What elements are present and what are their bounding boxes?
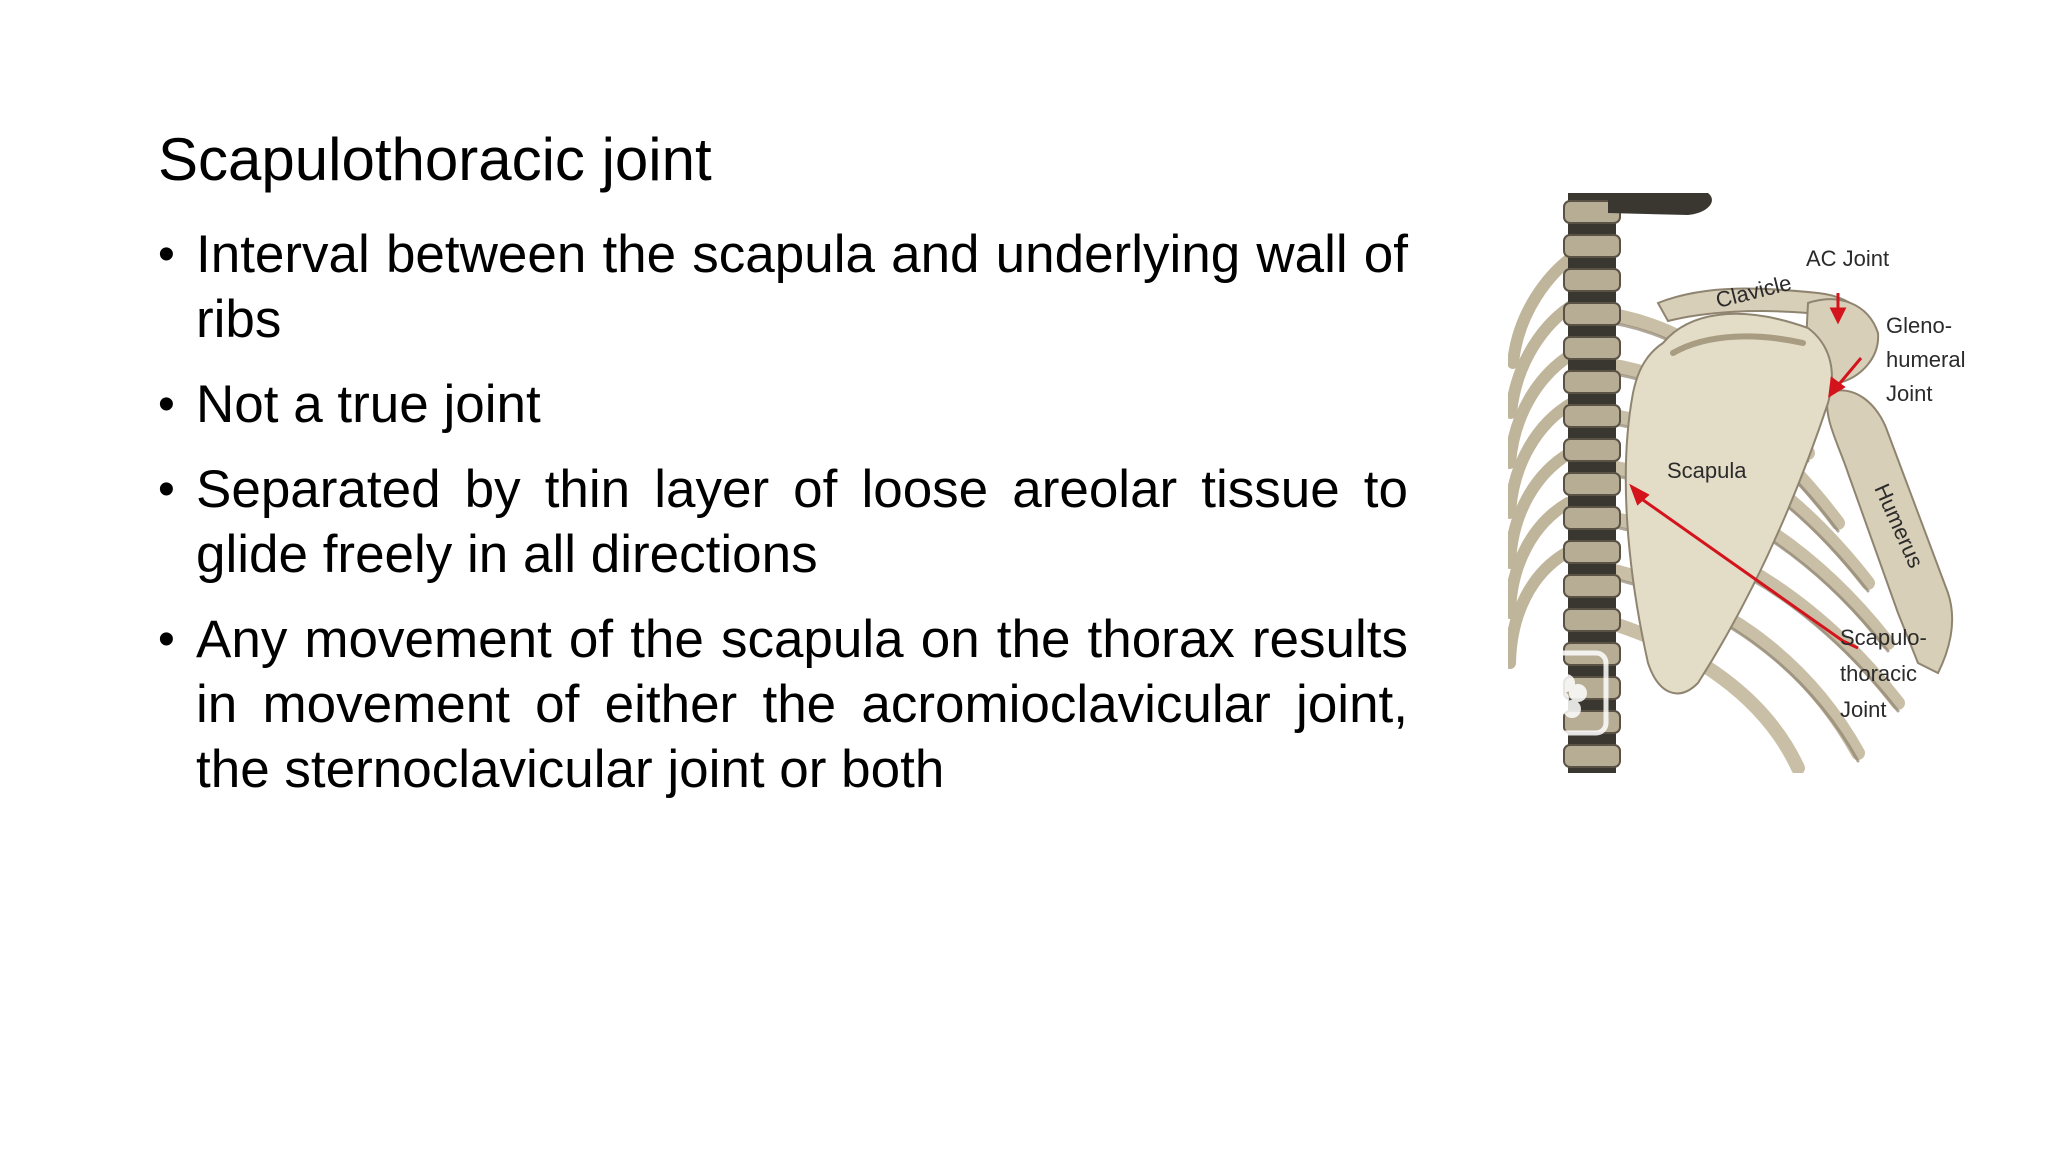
label-humerus: Humerus: [1869, 479, 1929, 572]
bullet-marker: •: [158, 463, 175, 516]
bullet-text: Any movement of the scapula on the thorax results in movement of either the acromioclavicular joint, the sternoclavicular joint or both: [196, 610, 1408, 799]
label-scapulothoracic-3: Joint: [1840, 697, 1887, 722]
slide-title: Scapulothoracic joint: [158, 126, 712, 193]
shoulder-anatomy-figure: [1508, 193, 1968, 773]
bullet-marker: •: [158, 228, 175, 281]
label-glenohumeral-3: Joint: [1886, 381, 1933, 406]
bullet-item: [158, 372, 1408, 437]
label-scapulothoracic-1: Scapulo-: [1840, 625, 1927, 650]
bullet-list: [158, 222, 1408, 822]
shoulder-anatomy-illustration: [1508, 193, 1968, 773]
bullet-text: Not a true joint: [196, 375, 541, 434]
bullet-marker: •: [158, 378, 175, 431]
bullet-marker: •: [158, 613, 175, 666]
bullet-item: [158, 457, 1408, 587]
bullet-text: Separated by thin layer of loose areolar tissue to glide freely in all directions: [196, 460, 1408, 584]
bullet-text: Interval between the scapula and underlying wall of ribs: [196, 225, 1408, 349]
label-scapulothoracic-2: thoracic: [1840, 661, 1918, 686]
label-glenohumeral-1: Gleno-: [1886, 313, 1953, 338]
label-ac-joint: AC Joint: [1806, 246, 1890, 271]
bullet-item: [158, 607, 1408, 802]
label-scapula: Scapula: [1667, 458, 1747, 483]
bullet-item: [158, 222, 1408, 352]
label-glenohumeral-2: humeral: [1886, 347, 1966, 372]
label-clavicle: Clavicle: [1713, 269, 1794, 313]
